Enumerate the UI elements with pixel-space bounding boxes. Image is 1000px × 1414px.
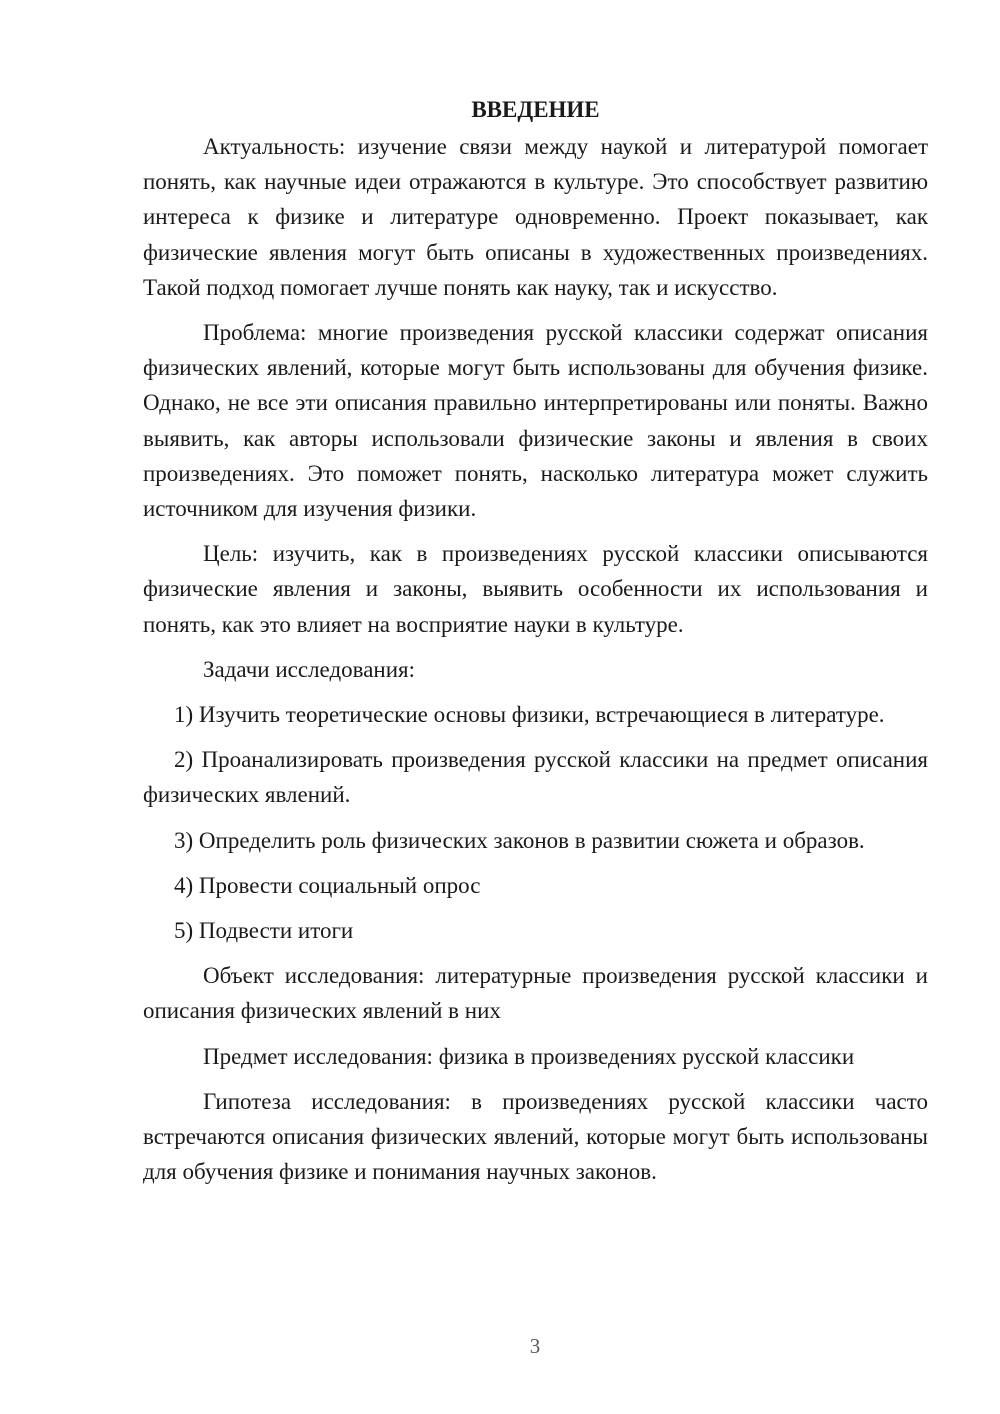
task-item-1: 1) Изучить теоретические основы физики, встречающиеся в литературе.	[174, 702, 885, 728]
task-item-5: 5) Подвести итоги	[174, 918, 354, 944]
task-item-3: 3) Определить роль физических законов в развитии сюжета и образов.	[174, 827, 865, 853]
task-item-2: 2) Проанализировать произведения русской классики на предмет описания физических явлений.	[143, 747, 928, 808]
problem-paragraph: Проблема: многие произведения русской классики содержат описания физических явлений, которые могут быть использованы для обучения физике. Однако, не все эти описания правильно интерпретированы или поняты. Важно выявить, как авторы использовали физические законы и явления в своих произведениях. Это поможет понять, насколько литература может служить источником для изучения физики.	[143, 320, 928, 522]
subject-paragraph: Предмет исследования: физика в произведениях русской классики	[203, 1043, 855, 1069]
hypothesis-paragraph: Гипотеза исследования: в произведениях русской классики часто встречаются описания физических явлений, которые могут быть использованы для обучения физике и понимания научных законов.	[143, 1088, 928, 1185]
object-paragraph: Объект исследования: литературные произведения русской классики и описания физических явлений в них	[143, 963, 928, 1024]
page-number: 3	[529, 1334, 541, 1358]
document-page	[143, 92, 928, 1189]
relevance-paragraph: Актуальность: изучение связи между наукой и литературой помогает понять, как научные идеи отражаются в культуре. Это способствует развитию интереса к физике и литературе одновременно. Проект показывает, как физические явления могут быть описаны в художественных произведениях. Такой подход помогает лучше понять как науку, так и искусство.	[143, 134, 928, 300]
task-item-4: 4) Провести социальный опрос	[174, 872, 481, 898]
goal-paragraph: Цель: изучить, как в произведениях русской классики описываются физические явления и законы, выявить особенности их использования и понять, как это влияет на восприятие науки в культуре.	[143, 541, 928, 637]
tasks-heading: Задачи исследования:	[203, 656, 416, 682]
section-title: ВВЕДЕНИЕ	[471, 97, 600, 122]
